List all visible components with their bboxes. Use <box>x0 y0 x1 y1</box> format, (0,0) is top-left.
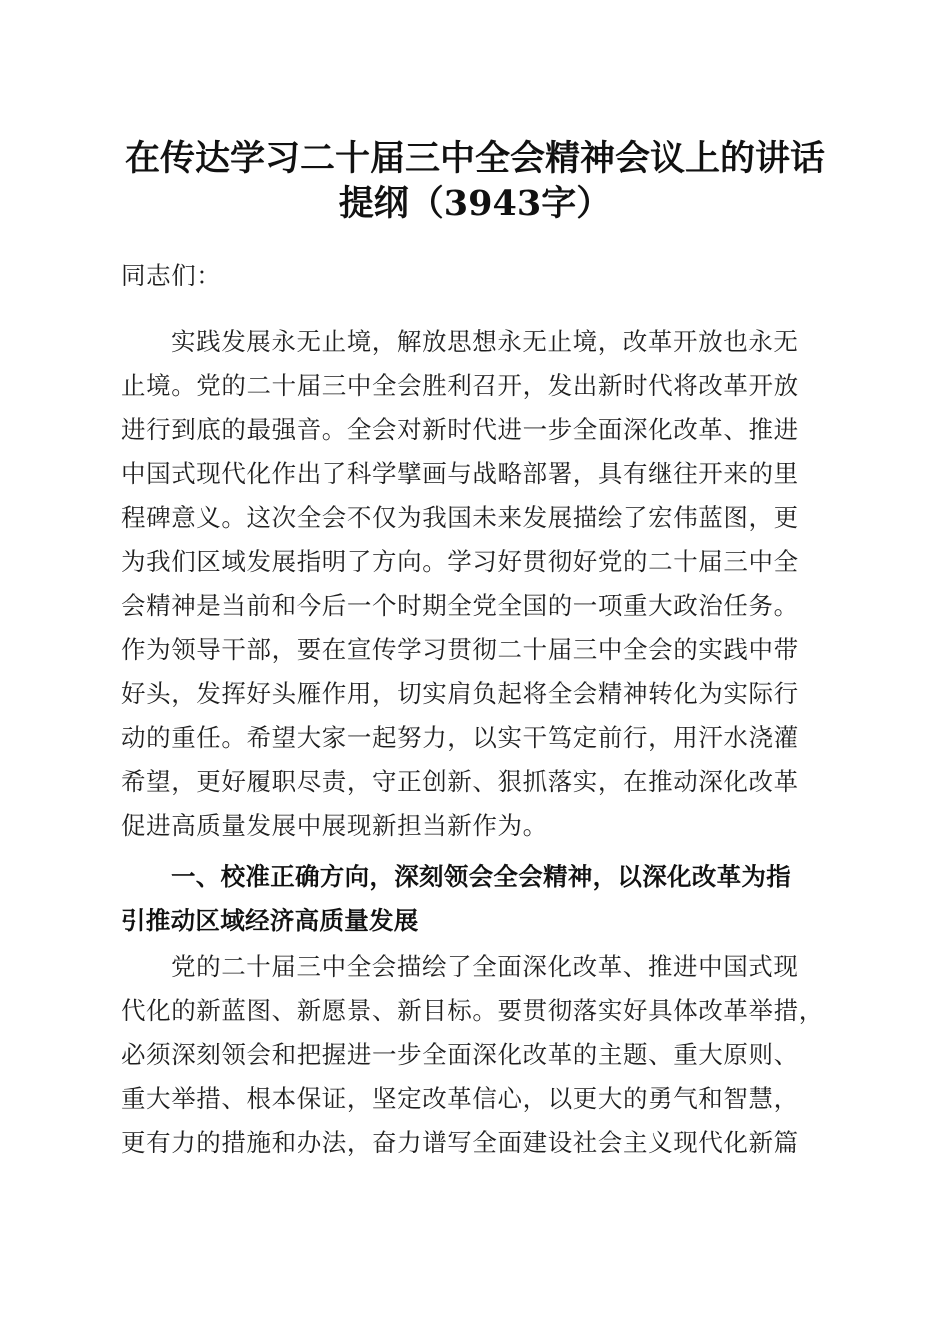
paragraph-2-line: 更有力的措施和办法，奋力谱写全面建设社会主义现代化新篇 <box>121 1128 799 1157</box>
paragraph-2 <box>121 945 833 1165</box>
paragraph-2-line: 重大举措、根本保证，坚定改革信心，以更大的勇气和智慧， <box>121 1084 799 1113</box>
section-heading-1 <box>121 855 833 943</box>
paragraph-2-line: 必须深刻领会和把握进一步全面深化改革的主题、重大原则、 <box>121 1040 799 1069</box>
document-title-line-2: 提纲（3943字） <box>338 183 612 224</box>
paragraph-1-line: 实践发展永无止境，解放思想永无止境，改革开放也永无 <box>171 327 799 356</box>
paragraph-1-line: 作为领导干部，要在宣传学习贯彻二十届三中全会的实践中带 <box>121 635 799 664</box>
paragraph-1-line: 进行到底的最强音。全会对新时代进一步全面深化改革、推进 <box>121 415 799 444</box>
paragraph-1-line: 希望，更好履职尽责，守正创新、狠抓落实，在推动深化改革 <box>121 767 799 796</box>
greeting: 同志们： <box>121 261 222 290</box>
paragraph-1-line: 好头，发挥好头雁作用，切实肩负起将全会精神转化为实际行 <box>121 679 799 708</box>
paragraph-1-line: 会精神是当前和今后一个时期全党全国的一项重大政治任务。 <box>121 591 799 620</box>
paragraph-1-line: 动的重任。希望大家一起努力，以实干笃定前行，用汗水浇灌 <box>121 723 799 752</box>
section-heading-line: 引推动区域经济高质量发展 <box>121 906 419 935</box>
paragraph-1-line: 为我们区域发展指明了方向。学习好贯彻好党的二十届三中全 <box>121 547 799 576</box>
document-title-line-1: 在传达学习二十届三中全会精神会议上的讲话 <box>124 138 825 179</box>
paragraph-1-line: 促进高质量发展中展现新担当新作为。 <box>121 811 548 840</box>
section-heading-line: 一、校准正确方向，深刻领会全会精神，以深化改革为指 <box>171 862 791 891</box>
paragraph-2-line: 党的二十届三中全会描绘了全面深化改革、推进中国式现 <box>171 952 799 981</box>
paragraph-2-line: 代化的新蓝图、新愿景、新目标。要贯彻落实好具体改革举措， <box>121 996 824 1025</box>
paragraph-1 <box>121 320 833 848</box>
paragraph-1-line: 中国式现代化作出了科学擘画与战略部署，具有继往开来的里 <box>121 459 799 488</box>
paragraph-1-line: 程碑意义。这次全会不仅为我国未来发展描绘了宏伟蓝图，更 <box>121 503 799 532</box>
paragraph-1-line: 止境。党的二十届三中全会胜利召开，发出新时代将改革开放 <box>121 371 799 400</box>
